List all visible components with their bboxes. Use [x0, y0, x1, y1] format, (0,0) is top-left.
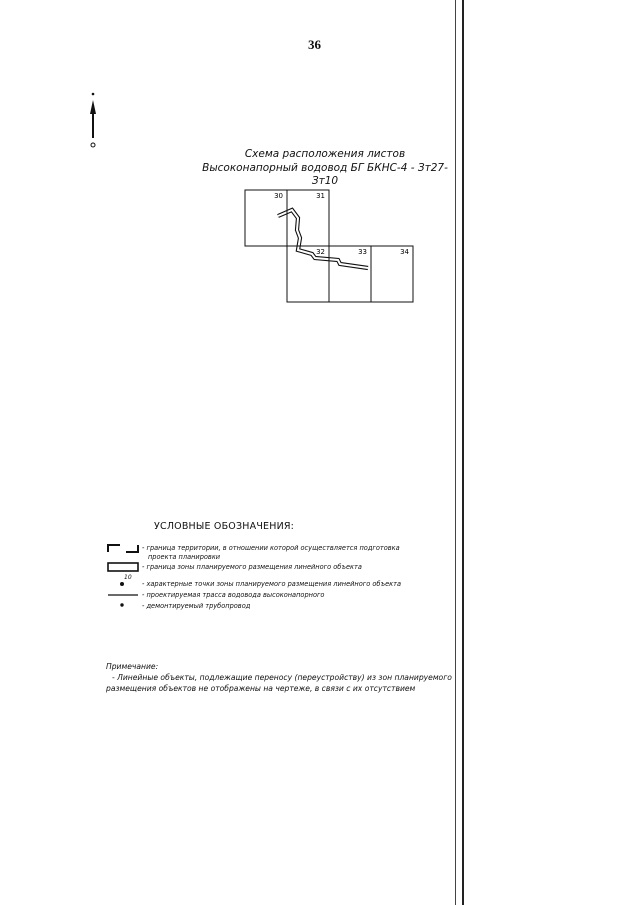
- frame-line-inner: [455, 0, 456, 905]
- note-line-2: размещения объектов не отображены на чертеже, в связи с их отсутствием: [106, 684, 416, 693]
- scheme-subtitle: Высоконапорный водовод БГ БКНС-4 - Зт27-Зт10: [202, 162, 448, 187]
- legend-item-characteristic-points: - характерные точки зоны планируемого размещения линейного объекта: [142, 580, 402, 588]
- note-heading: Примечание:: [106, 662, 159, 671]
- dismantled-pipe-symbol-icon: [118, 600, 128, 610]
- sheet-label-32: 32: [316, 248, 325, 256]
- page-number: 36: [308, 37, 321, 52]
- legend-item-route: - проектируемая трасса водовода высоконапорного: [142, 591, 325, 599]
- sheet-cells: [245, 190, 413, 302]
- note-line-1: - Линейные объекты, подлежащие переносу (переустройству) из зон планируемого: [112, 673, 452, 682]
- legend-item-zone-boundary: - граница зоны планируемого размещения линейного объекта: [142, 563, 362, 571]
- legend-item-dismantled-pipe: - демонтируемый трубопровод: [142, 602, 251, 610]
- planning-boundary-symbol-icon: [106, 542, 140, 554]
- sheet-label-30: 30: [274, 192, 283, 200]
- sheet-label-31: 31: [316, 192, 325, 200]
- legend-item-planning-boundary-cont: проекта планировки: [148, 553, 221, 561]
- north-arrow-icon: [86, 90, 100, 150]
- legend-item-planning-boundary: - граница территории, в отношении которой осуществляется подготовка: [142, 544, 400, 552]
- frame-line-outer: [462, 0, 464, 905]
- characteristic-point-superscript: 10: [124, 574, 132, 581]
- route-inner: [278, 210, 368, 268]
- sheet-label-33: 33: [358, 248, 367, 256]
- sheet-label-34: 34: [400, 248, 409, 256]
- zone-boundary-symbol-icon: [106, 561, 140, 573]
- route-line-symbol-icon: [106, 591, 140, 599]
- legend-heading: УСЛОВНЫЕ ОБОЗНАЧЕНИЯ:: [154, 521, 295, 532]
- sheet-layout-scheme: [240, 188, 416, 306]
- scheme-title: Схема расположения листов: [244, 148, 406, 160]
